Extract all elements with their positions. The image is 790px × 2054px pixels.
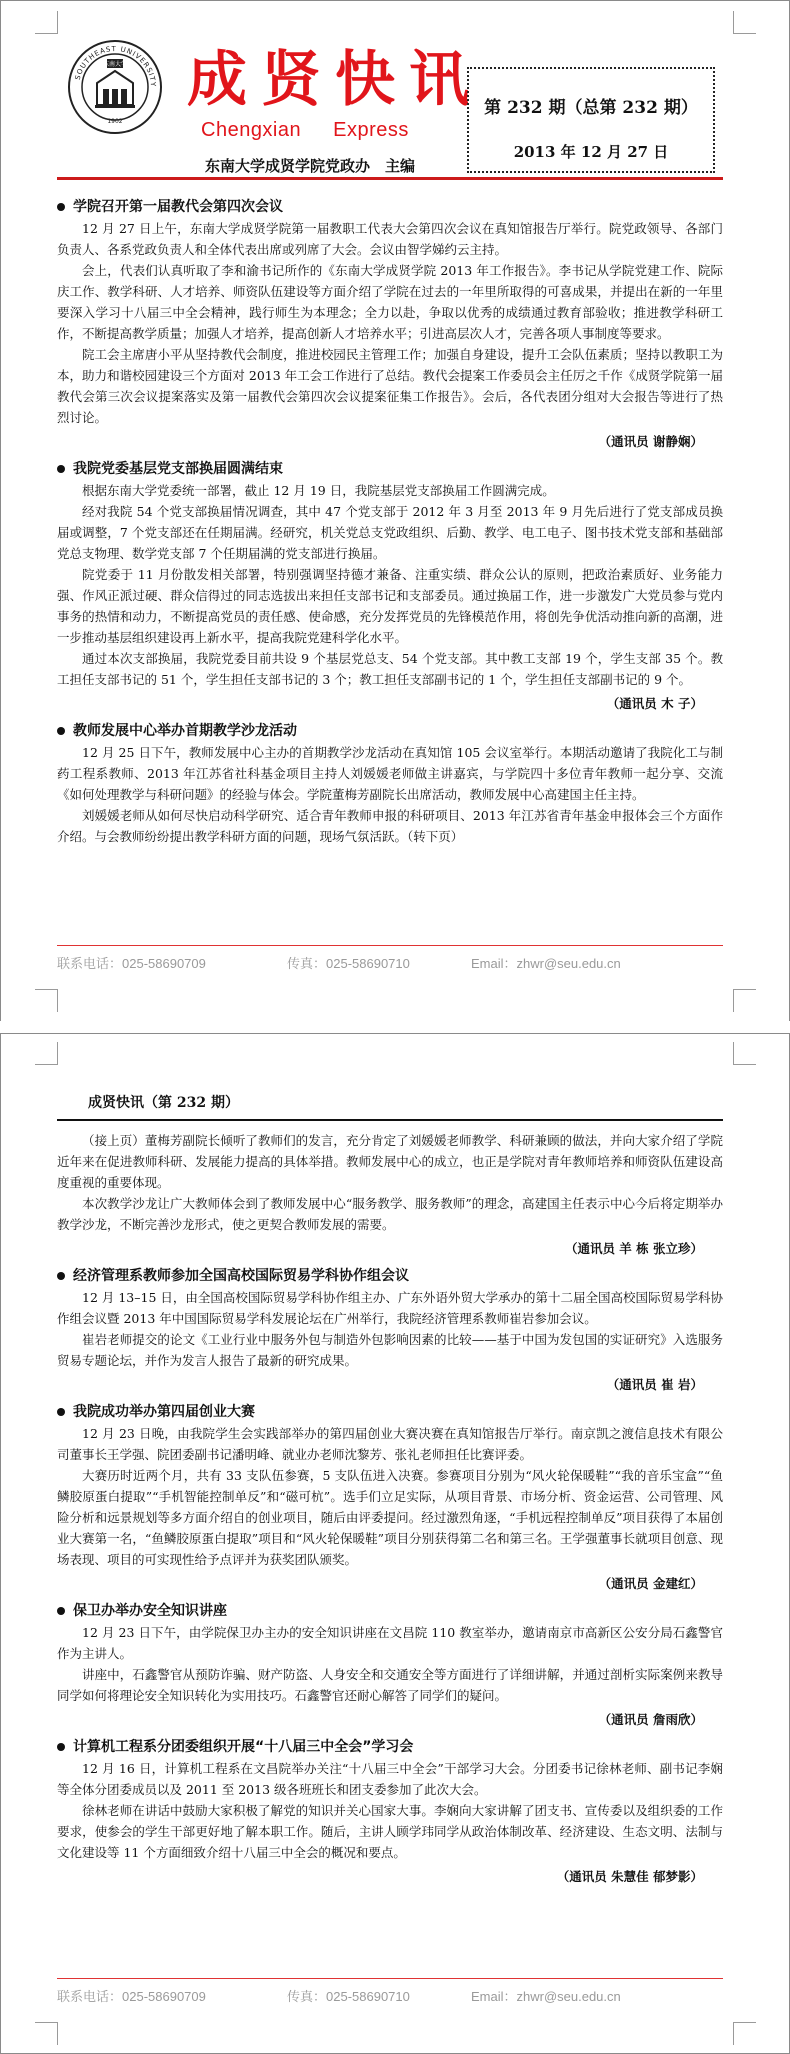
bullet-icon	[57, 1607, 65, 1615]
corner-mark	[35, 2022, 58, 2045]
article-title	[57, 196, 723, 218]
article-paragraph: 通过本次支部换届，我院党委目前共设 9 个基层党总支、54 个党支部。其中教工支部 19 个，学生支部 35 个。教工担任支部书记的 51 个，学生担任支部书记的 3 个；教工担任支部副书记的 1 个，学生担任支部副书记的 9 个。	[57, 651, 723, 687]
article	[57, 1600, 723, 1730]
article-paragraph: 12 月 23 日晚，由我院学生会实践部举办的第四届创业大赛决赛在真知馆报告厅举行。南京凯之渡信息技术有限公司董事长王学强、院团委副书记潘明峰、就业办老师沈黎芳、张礼老师担任比赛评委。	[57, 1426, 723, 1462]
university-seal-logo	[67, 39, 163, 135]
article-paragraph: 院党委于 11 月份散发相关部署，特别强调坚持德才兼备、注重实绩、群众公认的原则，把政治素质好、业务能力强、作风正派过硬、群众信得过的同志选拔出来担任支部书记和支部委员。通过换届工作，进一步激发广大党员参与党内事务的热情和动力，不断提高党员的责任感、使命感，充分发挥党员的先锋模范作用，将创先争优活动推向新的高潮，进一步推动基层组织建设再上新水平，提高我院党建科学化水平。	[57, 567, 723, 645]
article-byline: （通讯员 羊 栋 张立珍）	[564, 1241, 703, 1256]
corner-mark	[733, 1042, 756, 1065]
article-title-text: 我院成功举办第四届创业大赛	[73, 1404, 255, 1420]
footer-phone: 联系电话：025-58690709	[57, 1989, 206, 2004]
page-1-articles	[57, 196, 723, 847]
footer-email: Email：zhwr@seu.edu.cn	[471, 1989, 621, 2004]
article-byline: （通讯员 木 子）	[606, 696, 703, 711]
article-title-text: 我院党委基层党支部换届圆满结束	[73, 461, 283, 477]
article	[57, 1265, 723, 1395]
article-paragraph: 根据东南大学党委统一部署，截止 12 月 19 日，我院基层党支部换届工作圆满完成。	[82, 483, 555, 498]
issue-date: 2013 年 12 月 27 日	[513, 143, 669, 161]
article-title	[57, 1401, 723, 1423]
corner-mark	[733, 11, 756, 34]
page-2-articles	[57, 1130, 723, 1893]
article-paragraph: 徐林老师在讲话中鼓励大家积极了解党的知识并关心国家大事。李娴向大家讲解了团支书、宣传委以及组织委的工作要求，使参会的学生干部更好地了解本职工作。随后，主讲人顾学玮同学从政治体制改革、经济建设、生态文明、法制与文化建设等 11 个方面细致介绍十八届三中全会的概况和要点。	[57, 1803, 723, 1860]
article-byline: （通讯员 崔 岩）	[606, 1377, 703, 1392]
article-paragraph: 12 月 25 日下午，教师发展中心主办的首期教学沙龙活动在真知馆 105 会议室举行。本期活动邀请了我院化工与制药工程系教师、2013 年江苏省社科基金项目主持人刘媛媛老师做主讲嘉宾，与学院四十多位青年教师一起分享、交流《如何处理教学与科研问题》的经验与体会。学院董梅芳副院长出席活动，教师发展中心高建国主任主持。	[57, 745, 723, 802]
article-title-text: 计算机工程系分团委组织开展“十八届三中全会”学习会	[73, 1739, 414, 1755]
article-title	[57, 720, 723, 742]
article-paragraph: 12 月 23 日下午，由学院保卫办主办的安全知识讲座在文昌院 110 教室举办，邀请南京市高新区公安分局石鑫警官作为主讲人。	[57, 1625, 723, 1661]
corner-mark	[35, 11, 58, 34]
footer-email: Email：zhwr@seu.edu.cn	[471, 956, 621, 971]
svg-text:东南大学: 东南大学	[102, 61, 128, 68]
bullet-icon	[57, 1743, 65, 1751]
svg-text:1902: 1902	[107, 118, 123, 125]
article-paragraph: 院工会主席唐小平从坚持教代会制度，推进校园民主管理工作；加强自身建设，提升工会队伍素质；坚持以教职工为本，助力和谐校园建设三个方面对 2013 年工会工作进行了总结。教代会提案工作委员会主任厉之千作《成贤学院第一届教代会第三次会议提案落实及第一届教代会第四次会议提案征集工作报告》。会后，各代表团分组对大会报告等进行了热烈讨论。	[57, 347, 723, 425]
article	[57, 458, 723, 714]
article-paragraph: 会上，代表们认真听取了李和渝书记所作的《东南大学成贤学院 2013 年工作报告》。李书记从学院党建工作、院际庆工作、教学科研、人才培养、师资队伍建设等方面介绍了学院在过去的一年里所取得的可喜成果，并提出在新的一年里要深入学习十八届三中全会精神，践行师生为本理念；全力以赴，争取以优秀的成绩通过教育部验收；推进教学科研工作，不断提高教学质量；加强人才培养，提高创新人才培养水平；引进高层次人才，完善各项人事制度等要求。	[57, 263, 723, 341]
article-byline: （通讯员 金建红）	[598, 1576, 703, 1591]
article-paragraph: 大赛历时近两个月，共有 33 支队伍参赛，5 支队伍进入决赛。参赛项目分别为“风火轮保暖鞋”“我的音乐宝盒”“鱼鳞胶原蛋白提取”“手机智能控制单反”和“磁可杭”。选手们立足实际，从项目背景、市场分析、资金运营、公司管理、风险分析和远景规划等多方面介绍自的创业项目，随后由评委提问。经过激烈角逐，“手机远程控制单反”项目获得了本届创业大赛第一名，“鱼鳞胶原蛋白提取”项目和“风火轮保暖鞋”项目分别获得第二名和第三名。王学强董事长就项目创意、现场表现、项目的可实现性给予点评并为获奖团队颁奖。	[57, 1468, 723, 1567]
footer-fax: 传真：025-58690710	[287, 1989, 410, 2004]
corner-mark	[733, 2022, 756, 2045]
article	[57, 1130, 723, 1259]
article-title-text: 教师发展中心举办首期教学沙龙活动	[73, 723, 297, 739]
article-title	[57, 1736, 723, 1758]
bullet-icon	[57, 203, 65, 211]
article-paragraph: 本次教学沙龙让广大教师体会到了教师发展中心“服务教学、服务教师”的理念，高建国主任表示中心今后将定期举办教学沙龙，不断完善沙龙形式，使之更契合教师发展的需要。	[57, 1196, 723, 1232]
article	[57, 1736, 723, 1887]
article-title-text: 学院召开第一届教代会第四次会议	[73, 199, 283, 215]
running-head-divider	[57, 1119, 723, 1121]
corner-mark	[733, 989, 756, 1012]
footer-divider	[57, 945, 723, 946]
running-head: 成贤快讯（第 232 期）	[88, 1095, 239, 1111]
article-title-text: 保卫办举办安全知识讲座	[73, 1603, 227, 1619]
article-byline: （通讯员 谢静娴）	[598, 434, 703, 449]
article	[57, 720, 723, 847]
article-paragraph: 刘媛媛老师从如何尽快启动科学研究、适合青年教师申报的科研项目、2013 年江苏省青年基金申报体会三个方面作介绍。与会教师纷纷提出教学科研方面的问题，现场气氛活跃。（转下页）	[57, 808, 723, 844]
footer-phone: 联系电话：025-58690709	[57, 956, 206, 971]
article-paragraph: 12 月 16 日，计算机工程系在文昌院举办关注“十八届三中全会”干部学习大会。分团委书记徐林老师、副书记李娴等全体分团委成员以及 2011 至 2013 级各班班长和团支委参加了此次大会。	[57, 1761, 723, 1797]
svg-text:SOUTHEAST UNIVERSITY: SOUTHEAST UNIVERSITY	[73, 44, 158, 88]
article-paragraph: 12 月 27 日上午，东南大学成贤学院第一届教职工代表大会第四次会议在真知馆报告厅举行。院党政领导、各部门负责人、各系党政负责人和全体代表出席或列席了大会。会议由智学娣约云主持。	[57, 221, 723, 257]
article-title	[57, 1600, 723, 1622]
article-paragraph: 经对我院 54 个党支部换届情况调查，其中 47 个党支部于 2012 年 3 月至 2013 年 9 月先后进行了党支部成员换届或调整，7 个党支部还在任期届满。经研究，机关党总支党政组织、后勤、教学、电工电子、图书技术党支部和基础部党总支物理、数学党支部 7 个任期届满的党支部进行换届。	[57, 504, 723, 561]
masthead-title: 成贤快讯	[187, 45, 483, 115]
page-gap	[0, 1021, 790, 1033]
footer-fax: 传真：025-58690710	[287, 956, 410, 971]
corner-mark	[35, 989, 58, 1012]
publisher-line: 东南大学成贤学院党政办 主编	[205, 157, 416, 175]
article-byline: （通讯员 朱慧佳 郁梦影）	[556, 1869, 703, 1884]
article-byline: （通讯员 詹雨欣）	[598, 1712, 703, 1727]
bullet-icon	[57, 1272, 65, 1280]
bullet-icon	[57, 727, 65, 735]
page-1	[0, 0, 790, 1022]
masthead-subtitle: Chengxian Express	[201, 119, 409, 141]
article-paragraph: 讲座中，石鑫警官从预防诈骗、财产防盗、人身安全和交通安全等方面进行了详细讲解，并通过剖析实际案例来教导同学如何将理论安全知识转化为实用技巧。石鑫警官还耐心解答了同学们的疑问。	[57, 1667, 723, 1703]
bullet-icon	[57, 465, 65, 473]
article	[57, 1401, 723, 1594]
footer-divider	[57, 1978, 723, 1979]
issue-number: 第 232 期（总第 232 期）	[484, 98, 698, 118]
article-paragraph: 崔岩老师提交的论文《工业行业中服务外包与制造外包影响因素的比较——基于中国为发包国的实证研究》入选服务贸易专题论坛，并作为发言人报告了最新的研究成果。	[57, 1332, 723, 1368]
corner-mark	[35, 1042, 58, 1065]
issue-box	[467, 67, 715, 173]
bullet-icon	[57, 1408, 65, 1416]
article-title-text: 经济管理系教师参加全国高校国际贸易学科协作组会议	[73, 1268, 409, 1284]
header-divider	[57, 177, 723, 180]
article	[57, 196, 723, 452]
article-title	[57, 458, 723, 480]
article-paragraph: （接上页）董梅芳副院长倾听了教师们的发言，充分肯定了刘媛媛老师教学、科研兼顾的做法，并向大家介绍了学院近年来在促进教师科研、发展能力提高的具体举措。教师发展中心的成立，也正是学院对青年教师培养和师资队伍建设高度重视的重要体现。	[57, 1133, 723, 1190]
page-2	[0, 1033, 790, 2054]
article-title	[57, 1265, 723, 1287]
article-paragraph: 12 月 13–15 日，由全国高校国际贸易学科协作组主办、广东外语外贸大学承办的第十二届全国高校国际贸易学科协作组会议暨 2013 年中国国际贸易学科发展论坛在广州举行，我院经济管理系教师崔岩参加会议。	[57, 1290, 723, 1326]
